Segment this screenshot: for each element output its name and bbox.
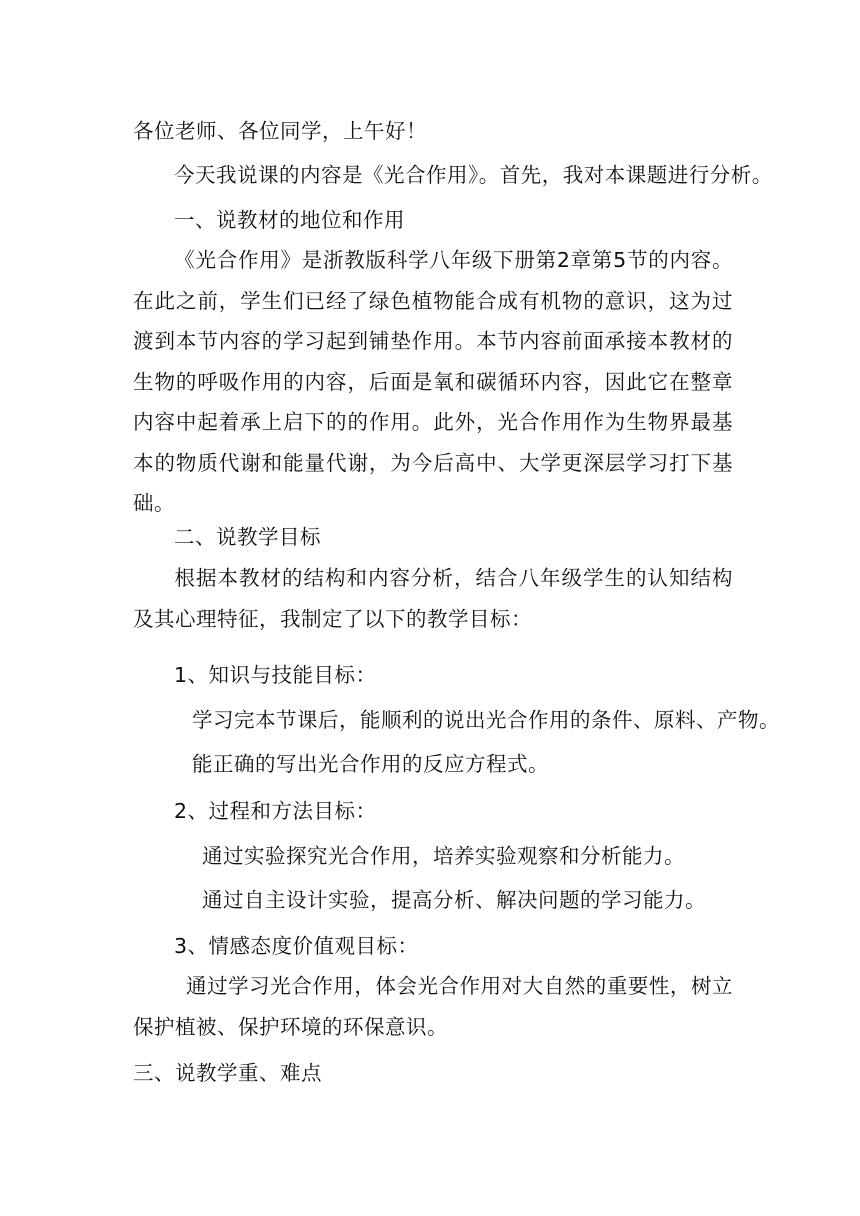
- section-heading-1: 一、说教材的地位和作用: [174, 208, 405, 232]
- section-2-paragraph: 根据本教材的结构和内容分析，结合八年级学生的认知结构及其心理特征，我制定了以下的教学目标：: [133, 566, 733, 631]
- goal-2-item-2: 通过自主设计实验，提高分析、解决问题的学习能力。: [202, 888, 706, 912]
- intro-line: 今天我说课的内容是《光合作用》。首先，我对本课题进行分析。: [174, 163, 773, 187]
- section-1-paragraph: 《光合作用》是浙教版科学八年级下册第2章第5节的内容。在此之前，学生们已经了绿色植物能合成有机物的意识，这为过渡到本节内容的学习起到铺垫作用。本节内容前面承接本教材的生物的呼吸作用的内容，后面是氧和碳循环内容，因此它在整章内容中起着承上启下的的作用。此外，光合作用作为生物界最基本的物质代谢和能量代谢，为今后高中、大学更深层学习打下基础。: [133, 248, 733, 515]
- section-heading-3: 三、说教学重、难点: [133, 1061, 322, 1085]
- section-heading-2: 二、说教学目标: [174, 525, 321, 549]
- goal-2-item-1: 通过实验探究光合作用，培养实验观察和分析能力。: [202, 844, 685, 868]
- goal-3-heading: 3、情感态度价值观目标：: [174, 934, 419, 958]
- goal-1-item-2: 能正确的写出光合作用的反应方程式。: [192, 752, 549, 776]
- goal-1-item-1: 学习完本节课后，能顺利的说出光合作用的条件、原料、产物。: [192, 708, 780, 732]
- goal-3-paragraph: 通过学习光合作用，体会光合作用对大自然的重要性，树立保护植被、保护环境的环保意识。: [133, 974, 733, 1039]
- goal-1-heading: 1、知识与技能目标：: [174, 663, 377, 687]
- greeting: 各位老师、各位同学，上午好！: [133, 119, 427, 143]
- goal-2-heading: 2、过程和方法目标：: [174, 799, 377, 823]
